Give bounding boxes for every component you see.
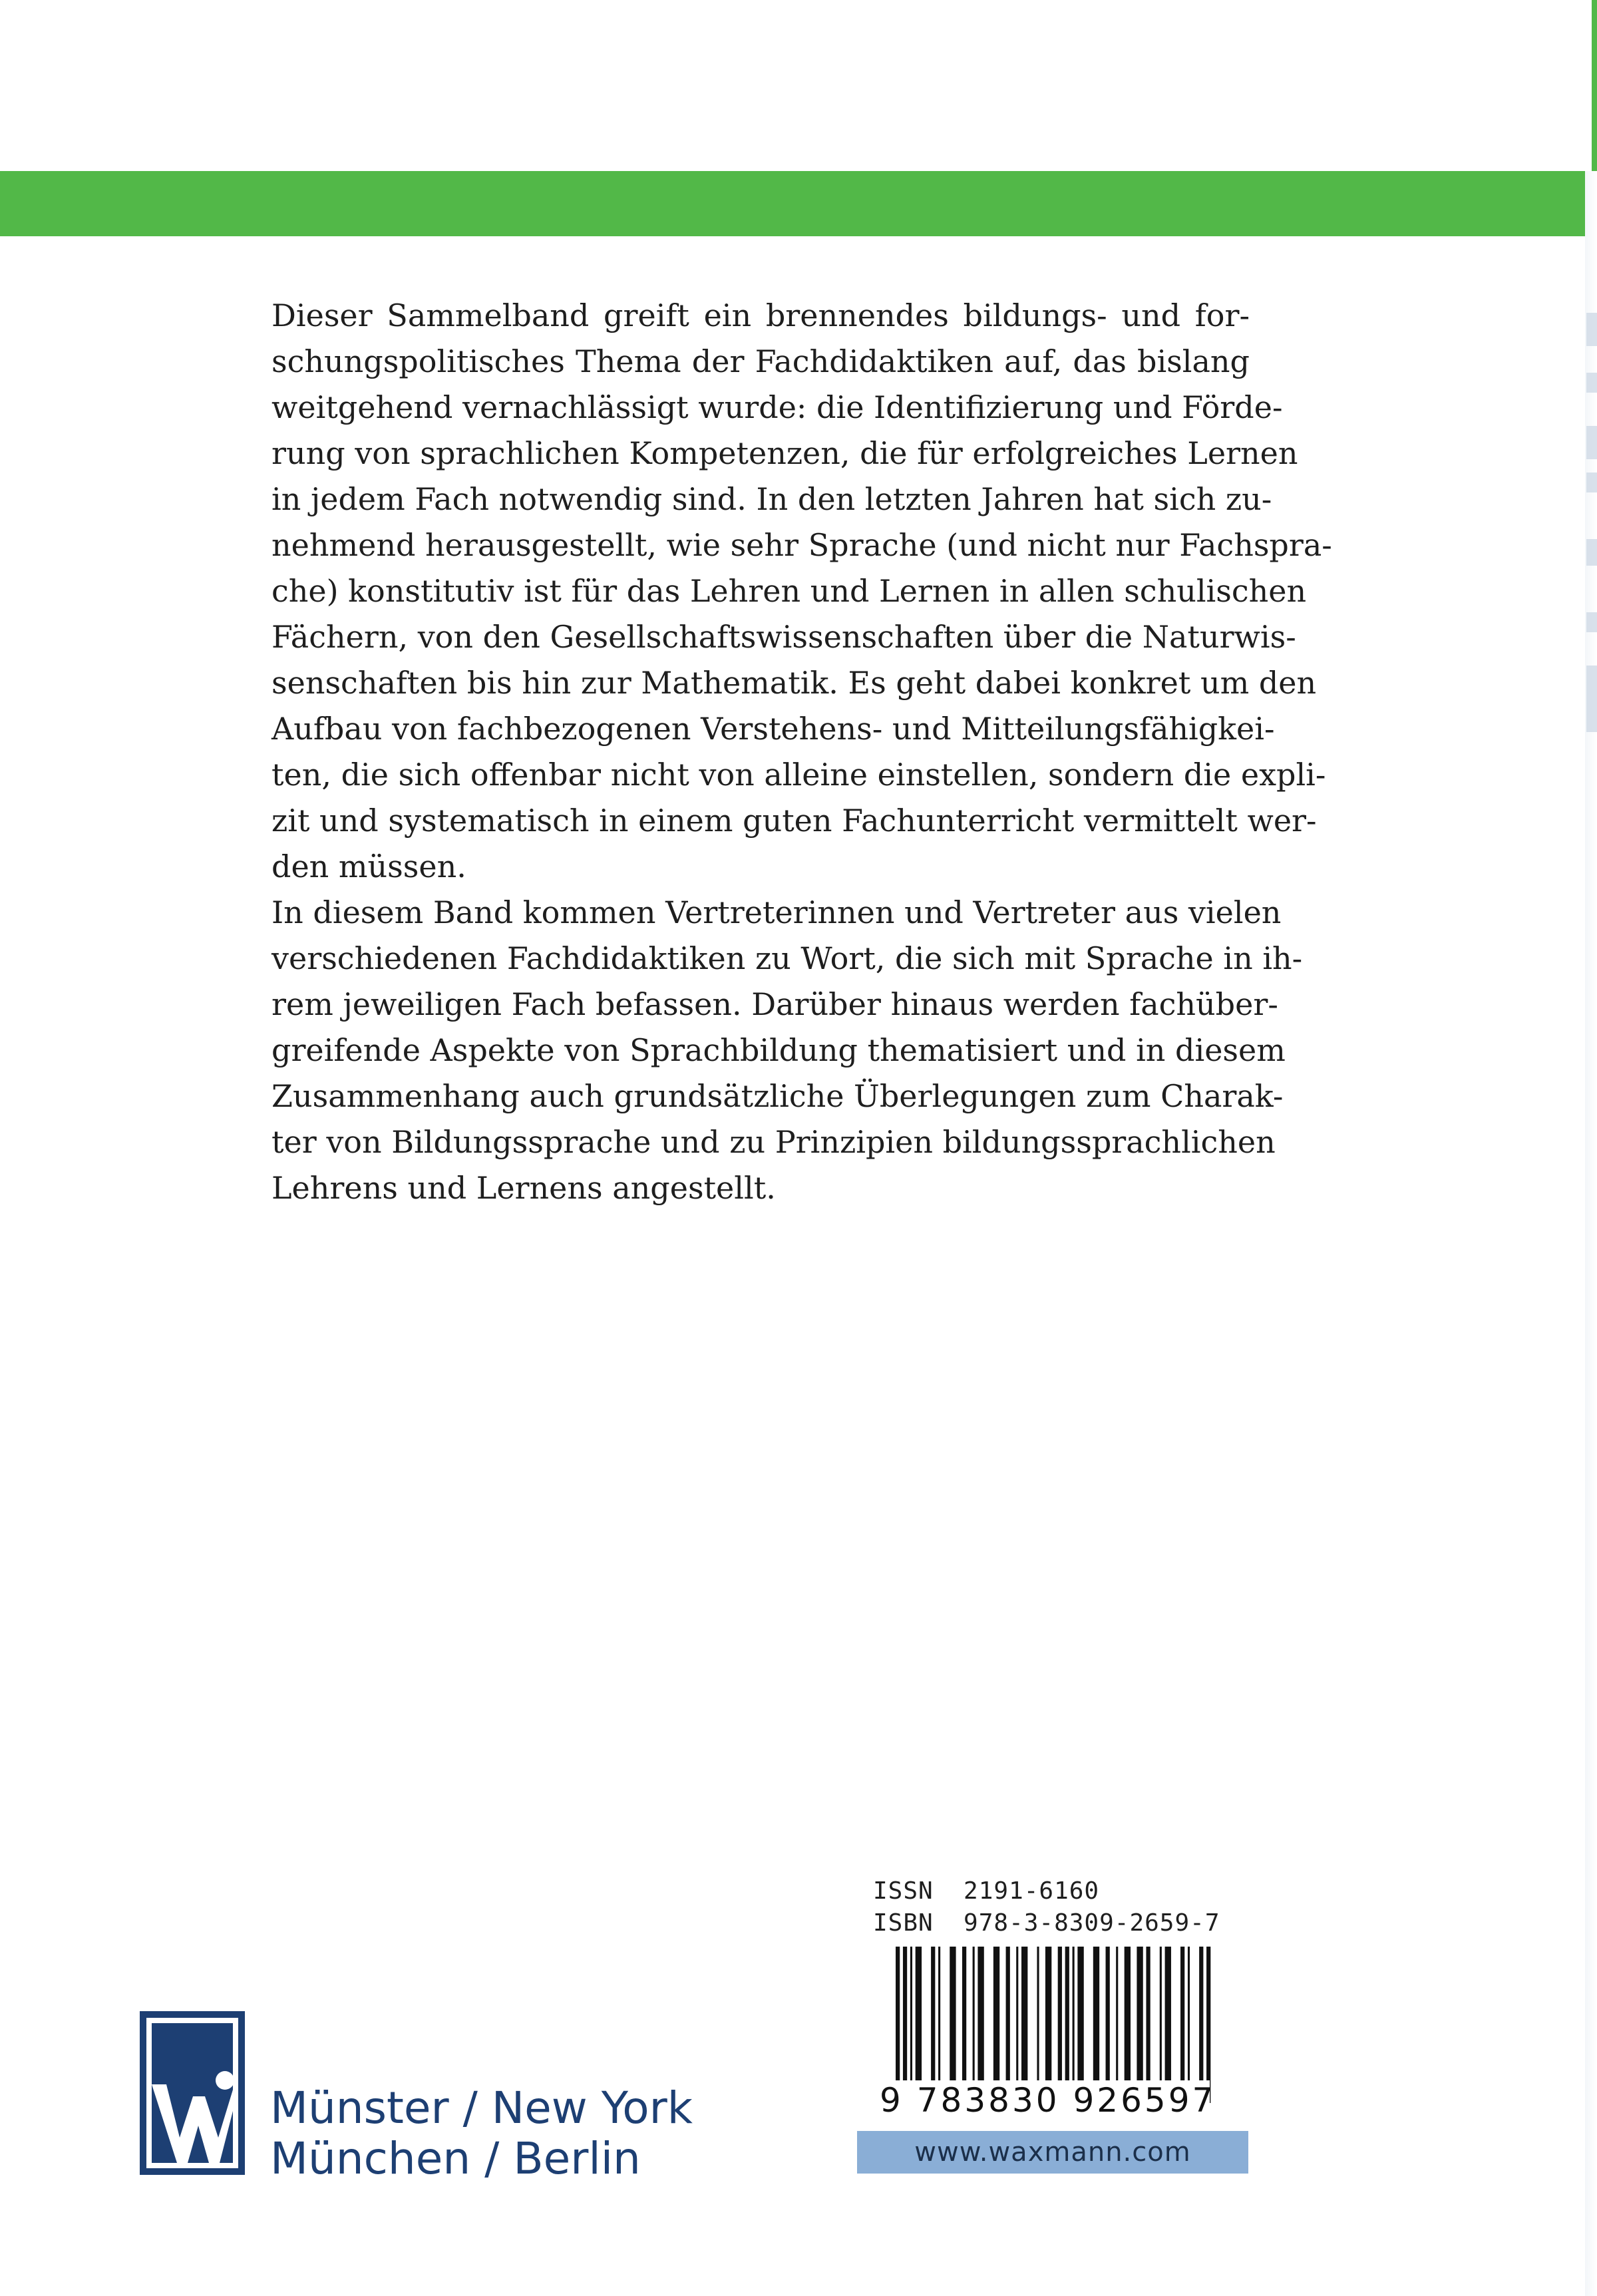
spine-accent [1585, 0, 1597, 171]
barcode-bar [916, 1947, 922, 2103]
barcode-bar [1125, 1947, 1131, 2103]
spine-mark [1586, 426, 1597, 459]
publisher-city-line: Münster / New York [270, 2082, 693, 2134]
barcode-bar [1199, 1947, 1203, 2103]
blurb-line: den müssen. [271, 849, 466, 884]
blurb-line: che) konstitutiv ist für das Lehren und Lernen in allen schulischen [271, 573, 1307, 609]
barcode-bar [1106, 1947, 1110, 2103]
barcode-bar [1077, 1947, 1083, 2103]
blurb-line: senschaften bis hin zur Mathematik. Es geht dabei konkret um den [271, 665, 1317, 701]
blurb-line: in jedem Fach notwendig sind. In den letzten Jahren hat sich zu- [271, 481, 1272, 517]
blurb-line: greifende Aspekte von Sprachbildung thematisiert und in diesem [271, 1032, 1286, 1068]
barcode-bar [962, 1947, 966, 2103]
header-accent-bar [0, 171, 1585, 236]
spine-mark [1586, 373, 1597, 393]
blurb-line: schungspolitisches Thema der Fachdidaktiken auf, das bislang [271, 343, 1250, 379]
barcode-bar [1065, 1947, 1069, 2103]
blurb-line: Fächern, von den Gesellschaftswissenschaften über die Naturwis- [271, 619, 1296, 655]
barcode-bar [1137, 1947, 1143, 2103]
blurb-line: weitgehend vernachlässigt wurde: die Identifizierung und Förde- [271, 389, 1283, 425]
blurb-line: rem jeweiligen Fach befassen. Darüber hinaus werden fachüber- [271, 986, 1278, 1022]
barcode-bar [1188, 1947, 1190, 2103]
barcode-bar [1016, 1947, 1018, 2103]
blurb-line: Lehrens und Lernens angestellt. [271, 1170, 776, 1206]
barcode-bar [1206, 1947, 1210, 2103]
spine-mark [1586, 539, 1597, 566]
barcode-bar [938, 1947, 940, 2103]
publisher-city-line: München / Berlin [270, 2133, 641, 2184]
identifier-block [873, 1875, 1220, 1939]
isbn-barcode [892, 1947, 1218, 2103]
barcode-bar [993, 1947, 999, 2103]
blurb-line: ten, die sich offenbar nicht von alleine einstellen, sondern die expli- [271, 757, 1326, 793]
blurb-line: nehmend herausgestellt, wie sehr Sprache (und nicht nur Fachspra- [271, 527, 1332, 563]
barcode-bar [950, 1947, 956, 2103]
blurb-line: Zusammenhang auch grundsätzliche Überlegungen zum Charak- [271, 1078, 1284, 1114]
barcode-bar [1073, 1947, 1075, 2103]
barcode-bar [1006, 1947, 1010, 2103]
barcode-bar [910, 1947, 912, 2103]
barcode-bar [1165, 1947, 1171, 2103]
barcode-bar [1058, 1947, 1062, 2103]
back-cover-blurb [271, 293, 1332, 1211]
barcode-bar [896, 1947, 900, 2103]
waxmann-logo-icon [140, 2011, 245, 2175]
barcode-bar [1021, 1947, 1027, 2103]
barcode-bar [1116, 1947, 1118, 2103]
barcode-bar [977, 1947, 983, 2103]
spine-mark [1586, 313, 1597, 346]
barcode-bar [903, 1947, 907, 2103]
barcode-bar [1146, 1947, 1150, 2103]
isbn-number: ISBN 978-3-8309-2659-7 [873, 1909, 1220, 1937]
barcode-bar [1160, 1947, 1162, 2103]
spine-mark [1586, 473, 1597, 492]
publisher-locations [270, 2083, 693, 2184]
issn-number: ISSN 2191-6160 [873, 1877, 1100, 1905]
blurb-line: Dieser Sammelband greift ein brennendes bildungs- und for- [271, 297, 1250, 333]
barcode-bar [1045, 1947, 1051, 2103]
blurb-line: Aufbau von fachbezogenen Verstehens- und Mitteilungsfähigkei- [271, 711, 1275, 747]
spine-mark [1586, 612, 1597, 632]
blurb-line: ter von Bildungssprache und zu Prinzipien bildungssprachlichen [271, 1124, 1276, 1160]
blurb-line: verschiedenen Fachdidaktiken zu Wort, die sich mit Sprache in ih- [271, 940, 1303, 976]
blurb-line: zit und systematisch in einem guten Fachunterricht vermittelt wer- [271, 803, 1317, 839]
spine-mark [1586, 666, 1597, 732]
barcode-bar [1180, 1947, 1184, 2103]
barcode-bar [973, 1947, 975, 2103]
barcode-bar [1093, 1947, 1099, 2103]
barcode-digits: 9 783830 926597 [880, 2081, 1216, 2120]
barcode-bar [1037, 1947, 1039, 2103]
blurb-line: In diesem Band kommen Vertreterinnen und Vertreter aus vielen [271, 894, 1282, 930]
publisher-url: www.waxmann.com [857, 2131, 1248, 2174]
blurb-line: rung von sprachlichen Kompetenzen, die für erfolgreiches Lernen [271, 435, 1298, 471]
barcode-bar [931, 1947, 935, 2103]
